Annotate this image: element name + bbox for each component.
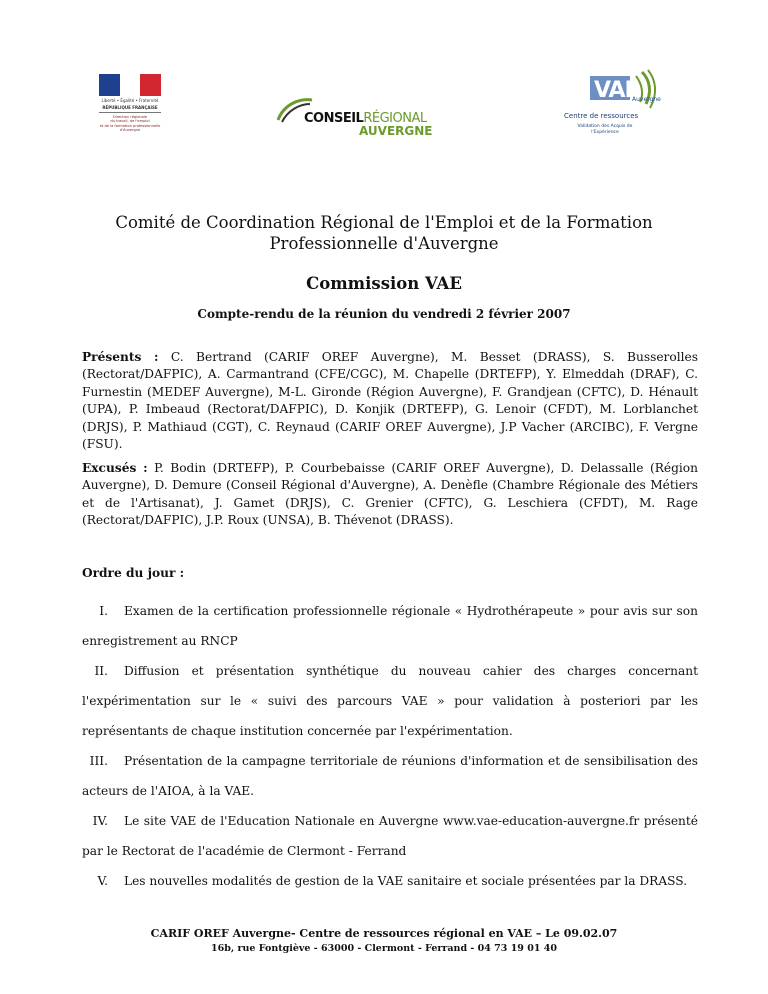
rf-line: et de la formation professionnelle	[99, 123, 161, 128]
agenda-item-text: Diffusion et présentation synthétique du nouveau cahier des charges concernant l'expérimentation sur le « suivi des parcours VAE » pour validation à posteriori par les représentants de chaque institution concernée par l'expérimentation.	[82, 664, 698, 738]
agenda-item	[82, 806, 698, 866]
agenda-heading: Ordre du jour :	[82, 566, 185, 580]
report-title: Compte-rendu de la réunion du vendredi 2 février 2007	[197, 307, 571, 321]
footer-line2: 16b, rue Fontgiève - 63000 - Clermont - Ferrand - 04 73 19 01 40	[211, 943, 557, 954]
agenda-item-number: I.	[99, 604, 108, 618]
vae-logo	[546, 68, 670, 148]
main-title-line1: Comité de Coordination Régional de l'Emploi et de la Formation	[115, 213, 653, 232]
footer-line1: CARIF OREF Auvergne- Centre de ressources régional en VAE – Le 09.02.07	[150, 927, 618, 940]
vae-cdr: Centre de ressources	[564, 112, 639, 120]
rf-line: Direction régionale	[112, 115, 148, 119]
main-title-line2: Professionnelle d'Auvergne	[269, 234, 499, 253]
agenda-item	[82, 866, 698, 896]
agenda-item-number: V.	[97, 874, 108, 888]
conseil-regional-logo	[274, 86, 434, 146]
vae-sub: Auvergne	[632, 96, 661, 103]
agenda-item-text: Les nouvelles modalités de gestion de la VAE sanitaire et sociale présentées par la DRASS.	[124, 874, 688, 888]
excuses-paragraph	[82, 460, 698, 530]
rf-country: RÉPUBLIQUE FRANÇAISE	[102, 105, 158, 110]
excuses-text: P. Bodin (DRTEFP), P. Courbebaisse (CARIF OREF Auvergne), D. Delassalle (Région Auvergne), D. Demure (Conseil Régional d'Auvergne), A. Denèfle (Chambre Régionale des Métiers et de l'Artisanat), J. Gamet (DRJS), C. Grenier (CFTC), G. Leschiera (CFDT), M. Rage (Rectorat/DAFPIC), J.P. Roux (UNSA), B. Thévenot (DRASS).	[82, 461, 698, 528]
cr-conseil: CONSEIL	[304, 111, 364, 126]
republique-francaise-logo	[97, 74, 163, 158]
presents-label: Présents :	[82, 350, 159, 364]
agenda-item-text: Le site VAE de l'Education Nationale en Auvergne www.vae-education-auvergne.fr présenté par le Rectorat de l'académie de Clermont - Ferrand	[82, 814, 698, 858]
agenda-item	[82, 596, 698, 656]
vae-val: Validation des Acquis de l'Expérience	[577, 124, 633, 135]
agenda-item-number: II.	[94, 664, 108, 678]
presents-text: C. Bertrand (CARIF OREF Auvergne), M. Besset (DRASS), S. Busserolles (Rectorat/DAFPIC), A. Carmantrand (CFE/CGC), M. Chapelle (DRTEFP), Y. Elmeddah (DRAF), C. Furnestin (MEDEF Auvergne), M-L. Gironde (Région Auvergne), F. Grandjean (CFTC), D. Hénault (UPA), P. Imbeaud (Rectorat/DAFPIC), D. Konjik (DRTEFP), G. Lenoir (CFDT), M. Lorblanchet (DRJS), P. Mathiaud (CGT), C. Reynaud (CARIF OREF Auvergne), J.P Vacher (ARCIBC), F. Vergne (FSU).	[82, 350, 698, 452]
agenda-item-number: IV.	[92, 814, 108, 828]
excuses-label: Excusés :	[82, 461, 148, 475]
agenda-item-text: Présentation de la campagne territoriale de réunions d'information et de sensibilisation des acteurs de l'AIOA, à la VAE.	[82, 754, 698, 798]
flag-icon	[99, 74, 161, 96]
rf-line: du travail, de l'emploi	[110, 119, 150, 124]
agenda-item-number: III.	[89, 754, 108, 768]
agenda-item-text: Examen de la certification professionnelle régionale « Hydrothérapeute » pour avis sur son enregistrement au RNCP	[82, 604, 698, 648]
cr-region: RÉGIONAL	[363, 111, 427, 126]
agenda-item	[82, 746, 698, 806]
agenda-item	[82, 656, 698, 746]
vae-name: VAE	[594, 78, 639, 103]
commission-title: Commission VAE	[306, 274, 462, 293]
cr-auvergne: AUVERGNE	[359, 124, 433, 138]
rf-motto: Liberté • Égalité • Fraternité	[101, 98, 159, 103]
presents-paragraph	[82, 349, 698, 453]
rf-line: d'Auvergne	[119, 128, 141, 133]
